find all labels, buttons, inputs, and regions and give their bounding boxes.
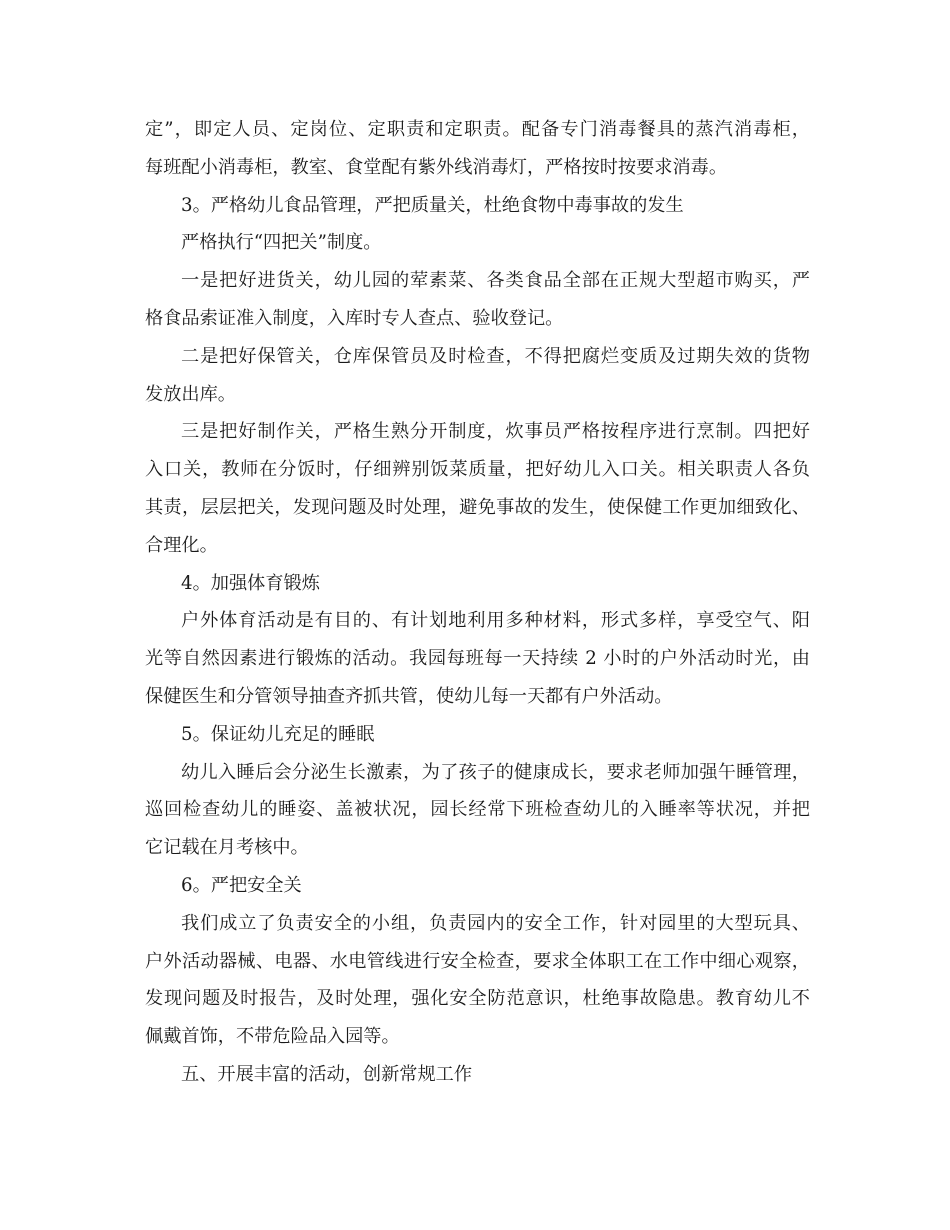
text-line: 入口关，教师在分饭时，仔细辨别饭菜质量，把好幼儿入口关。相关职责人各负: [145, 459, 810, 481]
section-heading: 4。加强体育锻炼: [181, 572, 320, 594]
text-line: 发放出库。: [145, 383, 236, 405]
text-line: 一是把好进货关，幼儿园的荤素菜、各类食品全部在正规大型超市购买，严: [181, 270, 810, 292]
text-line: 其责，层层把关，发现问题及时处理，避免事故的发生，使保健工作更加细致化、: [145, 496, 810, 518]
text-line: 户外体育活动是有目的、有计划地利用多种材料，形式多样，享受空气、阳: [181, 610, 810, 632]
section-heading: 五、开展丰富的活动，创新常规工作: [181, 1063, 473, 1085]
text-line: 严格执行“四把关”制度。: [181, 232, 382, 254]
section-heading: 3。严格幼儿食品管理，严把质量关，杜绝食物中毒事故的发生: [181, 194, 684, 216]
text-line: 合理化。: [145, 534, 218, 556]
text-line: 它记载在月考核中。: [145, 837, 309, 859]
text-line: 三是把好制作关，严格生熟分开制度，炊事员严格按程序进行烹制。四把好: [181, 421, 810, 443]
text-line: 巡回检查幼儿的睡姿、盖被状况，园长经常下班检查幼儿的入睡率等状况，并把: [145, 799, 810, 821]
document-body-text: [145, 111, 810, 1094]
text-line: 我们成立了负责安全的小组，负责园内的安全工作，针对园里的大型玩具、: [181, 912, 810, 934]
section-heading: 5。保证幼儿充足的睡眠: [181, 723, 375, 745]
text-line: 光等自然因素进行锻炼的活动。我园每班每一天持续 2 小时的户外活动时光，由: [145, 648, 810, 670]
text-line: 每班配小消毒柜，教室、食堂配有紫外线消毒灯，严格按时按要求消毒。: [145, 156, 728, 178]
text-line: 发现问题及时报告，及时处理，强化安全防范意识，杜绝事故隐患。教育幼儿不: [145, 988, 810, 1010]
text-line: 保健医生和分管领导抽查齐抓共管，使幼儿每一天都有户外活动。: [145, 685, 673, 707]
text-line: 格食品索证准入制度，入库时专人查点、验收登记。: [145, 307, 564, 329]
text-line: 二是把好保管关，仓库保管员及时检查，不得把腐烂变质及过期失效的货物: [181, 345, 810, 367]
text-line: 定”，即定人员、定岗位、定职责和定职责。配备专门消毒餐具的蒸汽消毒柜，: [145, 119, 810, 140]
text-line: 户外活动器械、电器、水电管线进行安全检查，要求全体职工在工作中细心观察，: [145, 950, 810, 972]
text-line: 幼儿入睡后会分泌生长激素，为了孩子的健康成长，要求老师加强午睡管理，: [181, 761, 810, 783]
text-line: 佩戴首饰，不带危险品入园等。: [145, 1026, 400, 1048]
section-heading: 6。严把安全关: [181, 874, 302, 896]
